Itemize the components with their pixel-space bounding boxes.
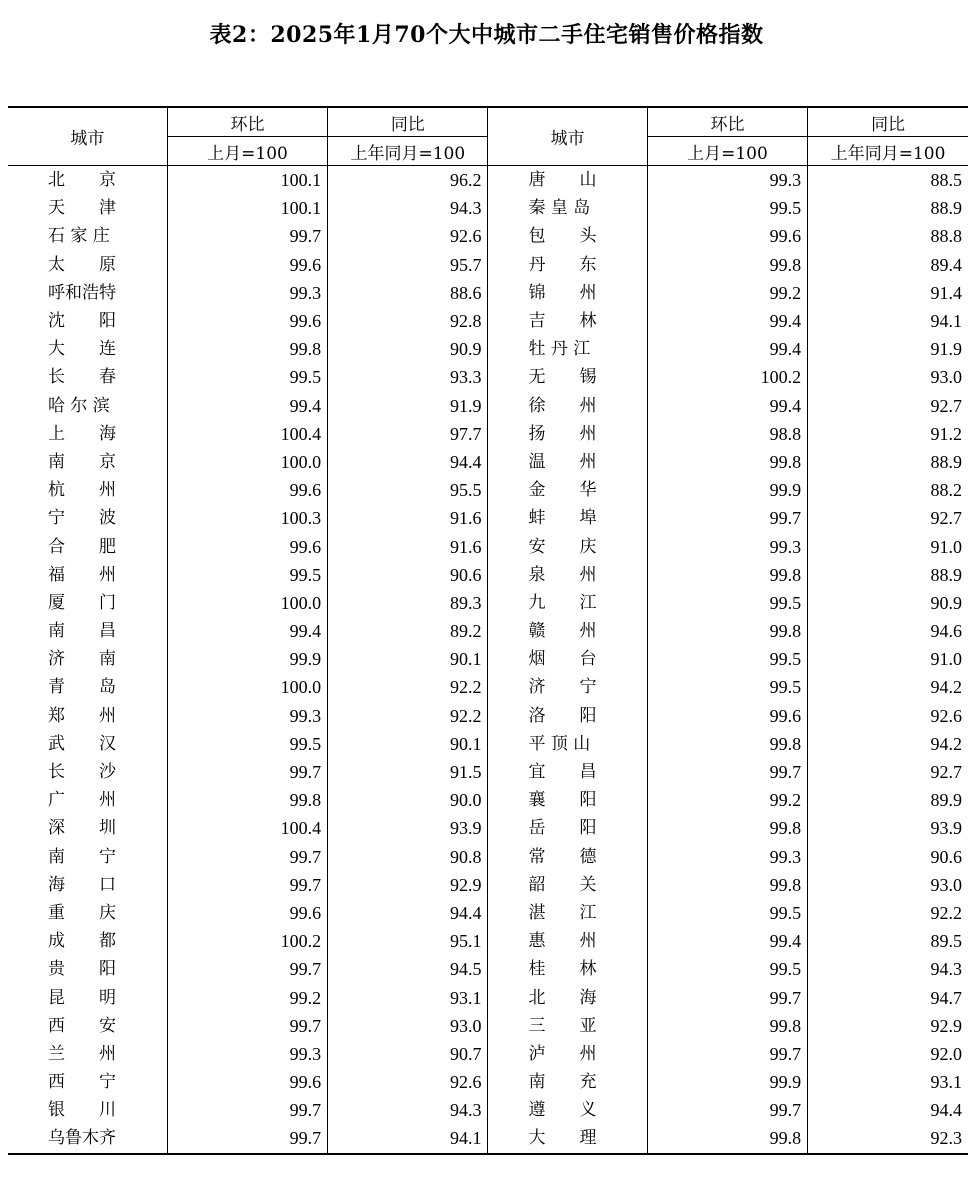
city-cell-right: 桂 林 <box>488 955 647 983</box>
yoy-cell-left: 88.6 <box>328 279 488 307</box>
mom-cell-left: 99.7 <box>167 843 327 871</box>
yoy-cell-left: 93.3 <box>328 363 488 391</box>
mom-cell-left: 99.2 <box>167 983 327 1011</box>
city-cell-right: 烟 台 <box>488 645 647 673</box>
city-cell-left: 西 安 <box>48 1015 116 1036</box>
city-cell-left: 南 京 <box>48 451 116 472</box>
yoy-cell-left: 93.0 <box>328 1012 488 1040</box>
mom-cell-left: 99.7 <box>167 222 327 250</box>
table-row <box>8 871 968 899</box>
mom-cell-left: 100.0 <box>167 673 327 701</box>
city-cell-right: 丹 东 <box>488 251 647 279</box>
mom-cell-right: 99.5 <box>647 955 807 983</box>
table-row <box>8 814 968 842</box>
table-body <box>8 166 968 1154</box>
yoy-cell-left: 95.1 <box>328 927 488 955</box>
mom-cell-right: 99.8 <box>647 617 807 645</box>
city-cell-left: 乌鲁木齐 <box>8 1124 167 1153</box>
yoy-cell-left: 89.2 <box>328 617 488 645</box>
col-header-mom-right: 环比 <box>647 107 807 137</box>
city-cell-left: 合 肥 <box>48 536 116 557</box>
table-row <box>8 927 968 955</box>
col-subheader-yoy-left: 上年同月=100 <box>328 137 488 166</box>
mom-cell-right: 99.4 <box>647 307 807 335</box>
yoy-cell-right: 94.6 <box>808 617 968 645</box>
yoy-cell-right: 88.9 <box>808 194 968 222</box>
yoy-cell-right: 94.2 <box>808 673 968 701</box>
yoy-cell-left: 90.1 <box>328 645 488 673</box>
city-cell-left: 贵 阳 <box>48 959 116 980</box>
table-row <box>8 363 968 391</box>
yoy-cell-right: 92.7 <box>808 392 968 420</box>
city-cell-left: 南 昌 <box>48 621 116 642</box>
col-subheader-mom-right: 上月=100 <box>647 137 807 166</box>
yoy-cell-left: 93.1 <box>328 983 488 1011</box>
yoy-cell-left: 91.9 <box>328 392 488 420</box>
yoy-cell-left: 92.9 <box>328 871 488 899</box>
yoy-cell-right: 88.9 <box>808 561 968 589</box>
table-header <box>8 107 968 166</box>
mom-cell-left: 100.1 <box>167 194 327 222</box>
mom-cell-right: 99.8 <box>647 1124 807 1153</box>
yoy-cell-right: 94.7 <box>808 983 968 1011</box>
yoy-cell-left: 92.2 <box>328 673 488 701</box>
yoy-cell-right: 92.6 <box>808 702 968 730</box>
city-cell-left: 石 家 庄 <box>48 226 110 247</box>
city-cell-right: 泸 州 <box>488 1040 647 1068</box>
yoy-cell-left: 90.0 <box>328 786 488 814</box>
yoy-cell-right: 93.1 <box>808 1068 968 1096</box>
table-row <box>8 222 968 250</box>
mom-cell-right: 99.7 <box>647 758 807 786</box>
yoy-cell-left: 95.5 <box>328 476 488 504</box>
yoy-cell-right: 93.0 <box>808 871 968 899</box>
mom-cell-right: 99.4 <box>647 927 807 955</box>
city-cell-left: 成 都 <box>48 931 116 952</box>
mom-cell-left: 99.6 <box>167 532 327 560</box>
city-cell-left: 太 原 <box>48 254 116 275</box>
yoy-cell-right: 94.1 <box>808 307 968 335</box>
city-cell-right: 牡 丹 江 <box>488 335 647 363</box>
mom-cell-right: 99.5 <box>647 589 807 617</box>
city-cell-left: 深 圳 <box>48 818 116 839</box>
table-row <box>8 279 968 307</box>
city-cell-right: 三 亚 <box>488 1012 647 1040</box>
mom-cell-left: 100.0 <box>167 448 327 476</box>
mom-cell-right: 99.8 <box>647 448 807 476</box>
mom-cell-right: 99.2 <box>647 279 807 307</box>
city-cell-right: 韶 关 <box>488 871 647 899</box>
yoy-cell-right: 89.5 <box>808 927 968 955</box>
yoy-cell-right: 91.0 <box>808 645 968 673</box>
city-cell-right: 洛 阳 <box>488 702 647 730</box>
yoy-cell-right: 92.9 <box>808 1012 968 1040</box>
table-row <box>8 786 968 814</box>
mom-cell-left: 99.6 <box>167 1068 327 1096</box>
yoy-cell-left: 94.3 <box>328 194 488 222</box>
table-row <box>8 899 968 927</box>
mom-cell-left: 99.5 <box>167 561 327 589</box>
city-cell-right: 唐 山 <box>488 166 647 195</box>
mom-cell-left: 99.7 <box>167 758 327 786</box>
mom-cell-right: 99.3 <box>647 843 807 871</box>
city-cell-left: 济 南 <box>48 649 116 670</box>
col-subheader-yoy-right: 上年同月=100 <box>808 137 968 166</box>
city-cell-right: 无 锡 <box>488 363 647 391</box>
city-cell-left: 沈 阳 <box>48 311 116 332</box>
mom-cell-right: 99.8 <box>647 1012 807 1040</box>
city-cell-left: 长 春 <box>48 367 116 388</box>
city-cell-left: 长 沙 <box>48 762 116 783</box>
table-row <box>8 1068 968 1096</box>
table-row <box>8 166 968 195</box>
yoy-cell-left: 97.7 <box>328 420 488 448</box>
yoy-cell-right: 88.5 <box>808 166 968 195</box>
table-row <box>8 194 968 222</box>
col-header-city-left: 城市 <box>8 107 167 166</box>
city-cell-right: 湛 江 <box>488 899 647 927</box>
mom-cell-right: 99.8 <box>647 251 807 279</box>
city-cell-right: 济 宁 <box>488 673 647 701</box>
price-index-table <box>8 106 968 1155</box>
mom-cell-left: 100.2 <box>167 927 327 955</box>
table-row <box>8 420 968 448</box>
table-row <box>8 983 968 1011</box>
mom-cell-left: 100.3 <box>167 504 327 532</box>
mom-cell-left: 99.6 <box>167 251 327 279</box>
mom-cell-left: 99.6 <box>167 307 327 335</box>
mom-cell-right: 99.9 <box>647 476 807 504</box>
city-cell-right: 九 江 <box>488 589 647 617</box>
yoy-cell-right: 93.9 <box>808 814 968 842</box>
city-cell-right: 包 头 <box>488 222 647 250</box>
mom-cell-left: 99.4 <box>167 617 327 645</box>
mom-cell-right: 99.6 <box>647 222 807 250</box>
mom-cell-left: 99.6 <box>167 899 327 927</box>
mom-cell-left: 99.7 <box>167 1096 327 1124</box>
yoy-cell-right: 94.4 <box>808 1096 968 1124</box>
mom-cell-left: 99.7 <box>167 1124 327 1153</box>
table-row <box>8 1012 968 1040</box>
city-cell-right: 大 理 <box>488 1124 647 1153</box>
yoy-cell-left: 93.9 <box>328 814 488 842</box>
city-cell-right: 岳 阳 <box>488 814 647 842</box>
mom-cell-left: 99.5 <box>167 363 327 391</box>
yoy-cell-left: 90.7 <box>328 1040 488 1068</box>
mom-cell-right: 99.4 <box>647 392 807 420</box>
yoy-cell-left: 92.6 <box>328 1068 488 1096</box>
mom-cell-right: 100.2 <box>647 363 807 391</box>
table-row <box>8 758 968 786</box>
mom-cell-left: 99.6 <box>167 476 327 504</box>
table-row <box>8 645 968 673</box>
mom-cell-right: 99.8 <box>647 814 807 842</box>
yoy-cell-left: 90.8 <box>328 843 488 871</box>
mom-cell-left: 99.7 <box>167 955 327 983</box>
city-cell-right: 吉 林 <box>488 307 647 335</box>
mom-cell-right: 99.7 <box>647 983 807 1011</box>
yoy-cell-right: 90.6 <box>808 843 968 871</box>
mom-cell-right: 99.8 <box>647 561 807 589</box>
city-cell-left: 上 海 <box>48 423 116 444</box>
col-header-city-right: 城市 <box>488 107 647 166</box>
col-header-yoy-right: 同比 <box>808 107 968 137</box>
city-cell-right: 泉 州 <box>488 561 647 589</box>
city-cell-left: 天 津 <box>48 198 116 219</box>
yoy-cell-right: 92.0 <box>808 1040 968 1068</box>
yoy-cell-left: 92.8 <box>328 307 488 335</box>
yoy-cell-right: 88.9 <box>808 448 968 476</box>
city-cell-right: 惠 州 <box>488 927 647 955</box>
table-row <box>8 392 968 420</box>
city-cell-left: 海 口 <box>48 874 116 895</box>
mom-cell-left: 99.8 <box>167 786 327 814</box>
mom-cell-left: 100.4 <box>167 420 327 448</box>
yoy-cell-right: 90.9 <box>808 589 968 617</box>
city-cell-right: 北 海 <box>488 983 647 1011</box>
city-cell-left: 大 连 <box>48 339 116 360</box>
city-cell-right: 温 州 <box>488 448 647 476</box>
yoy-cell-right: 92.7 <box>808 504 968 532</box>
mom-cell-right: 99.6 <box>647 702 807 730</box>
mom-cell-right: 98.8 <box>647 420 807 448</box>
table-row <box>8 335 968 363</box>
yoy-cell-left: 94.3 <box>328 1096 488 1124</box>
yoy-cell-left: 89.3 <box>328 589 488 617</box>
city-cell-left: 郑 州 <box>48 705 116 726</box>
yoy-cell-left: 91.5 <box>328 758 488 786</box>
mom-cell-right: 99.5 <box>647 899 807 927</box>
mom-cell-right: 99.8 <box>647 871 807 899</box>
city-cell-right: 遵 义 <box>488 1096 647 1124</box>
table-row <box>8 702 968 730</box>
city-cell-left: 呼和浩特 <box>48 282 116 303</box>
city-cell-left: 武 汉 <box>48 733 116 754</box>
yoy-cell-left: 94.5 <box>328 955 488 983</box>
mom-cell-right: 99.7 <box>647 1040 807 1068</box>
yoy-cell-right: 93.0 <box>808 363 968 391</box>
mom-cell-right: 99.5 <box>647 645 807 673</box>
yoy-cell-right: 91.2 <box>808 420 968 448</box>
table-row <box>8 1124 968 1153</box>
mom-cell-left: 99.4 <box>167 392 327 420</box>
city-cell-left: 昆 明 <box>48 987 116 1008</box>
city-cell-right: 锦 州 <box>488 279 647 307</box>
yoy-cell-left: 94.1 <box>328 1124 488 1153</box>
city-cell-right: 常 德 <box>488 843 647 871</box>
col-header-mom-left: 环比 <box>167 107 327 137</box>
city-cell-left: 福 州 <box>48 564 116 585</box>
mom-cell-right: 99.7 <box>647 1096 807 1124</box>
city-cell-left: 重 庆 <box>48 902 116 923</box>
mom-cell-right: 99.4 <box>647 335 807 363</box>
table-row <box>8 617 968 645</box>
city-cell-right: 宜 昌 <box>488 758 647 786</box>
col-subheader-mom-left: 上月=100 <box>167 137 327 166</box>
city-cell-left: 厦 门 <box>48 592 116 613</box>
yoy-cell-left: 91.6 <box>328 532 488 560</box>
yoy-cell-left: 92.2 <box>328 702 488 730</box>
mom-cell-left: 99.9 <box>167 645 327 673</box>
city-cell-left: 宁 波 <box>48 508 116 529</box>
yoy-cell-left: 90.6 <box>328 561 488 589</box>
table-row <box>8 589 968 617</box>
col-header-yoy-left: 同比 <box>328 107 488 137</box>
city-cell-left: 广 州 <box>48 790 116 811</box>
yoy-cell-right: 91.4 <box>808 279 968 307</box>
mom-cell-left: 99.7 <box>167 1012 327 1040</box>
yoy-cell-right: 88.2 <box>808 476 968 504</box>
mom-cell-right: 99.3 <box>647 532 807 560</box>
mom-cell-right: 99.7 <box>647 504 807 532</box>
city-cell-right: 秦 皇 岛 <box>488 194 647 222</box>
table-row <box>8 476 968 504</box>
table-row <box>8 532 968 560</box>
mom-cell-left: 100.0 <box>167 589 327 617</box>
yoy-cell-left: 91.6 <box>328 504 488 532</box>
city-cell-left: 兰 州 <box>48 1043 116 1064</box>
city-cell-left: 北 京 <box>48 170 116 191</box>
yoy-cell-right: 91.0 <box>808 532 968 560</box>
city-cell-right: 襄 阳 <box>488 786 647 814</box>
mom-cell-right: 99.5 <box>647 673 807 701</box>
table-row <box>8 561 968 589</box>
mom-cell-left: 100.4 <box>167 814 327 842</box>
mom-cell-left: 99.8 <box>167 335 327 363</box>
yoy-cell-left: 94.4 <box>328 899 488 927</box>
yoy-cell-right: 92.2 <box>808 899 968 927</box>
yoy-cell-left: 96.2 <box>328 166 488 195</box>
mom-cell-right: 99.9 <box>647 1068 807 1096</box>
city-cell-left: 青 岛 <box>48 677 116 698</box>
table-row <box>8 1040 968 1068</box>
yoy-cell-right: 89.9 <box>808 786 968 814</box>
table-row <box>8 251 968 279</box>
table-row <box>8 673 968 701</box>
mom-cell-left: 99.3 <box>167 702 327 730</box>
mom-cell-left: 99.3 <box>167 279 327 307</box>
yoy-cell-right: 92.7 <box>808 758 968 786</box>
yoy-cell-right: 94.3 <box>808 955 968 983</box>
city-cell-right: 扬 州 <box>488 420 647 448</box>
mom-cell-left: 99.5 <box>167 730 327 758</box>
city-cell-left: 西 宁 <box>48 1072 116 1093</box>
table-row <box>8 730 968 758</box>
yoy-cell-left: 95.7 <box>328 251 488 279</box>
table-row <box>8 1096 968 1124</box>
yoy-cell-right: 94.2 <box>808 730 968 758</box>
mom-cell-left: 99.3 <box>167 1040 327 1068</box>
mom-cell-right: 99.8 <box>647 730 807 758</box>
mom-cell-right: 99.5 <box>647 194 807 222</box>
city-cell-left: 银 川 <box>48 1100 116 1121</box>
yoy-cell-left: 92.6 <box>328 222 488 250</box>
city-cell-left: 南 宁 <box>48 846 116 867</box>
city-cell-right: 金 华 <box>488 476 647 504</box>
city-cell-right: 蚌 埠 <box>488 504 647 532</box>
city-cell-left: 杭 州 <box>48 480 116 501</box>
yoy-cell-right: 92.3 <box>808 1124 968 1153</box>
table-row <box>8 955 968 983</box>
city-cell-right: 赣 州 <box>488 617 647 645</box>
yoy-cell-left: 90.1 <box>328 730 488 758</box>
yoy-cell-right: 91.9 <box>808 335 968 363</box>
city-cell-right: 南 充 <box>488 1068 647 1096</box>
table-row <box>8 307 968 335</box>
table-row <box>8 504 968 532</box>
yoy-cell-right: 88.8 <box>808 222 968 250</box>
mom-cell-right: 99.2 <box>647 786 807 814</box>
table-row <box>8 843 968 871</box>
mom-cell-right: 99.3 <box>647 166 807 195</box>
city-cell-right: 安 庆 <box>488 532 647 560</box>
yoy-cell-left: 90.9 <box>328 335 488 363</box>
mom-cell-left: 100.1 <box>167 166 327 195</box>
table-row <box>8 448 968 476</box>
yoy-cell-left: 94.4 <box>328 448 488 476</box>
yoy-cell-right: 89.4 <box>808 251 968 279</box>
city-cell-left: 哈 尔 滨 <box>48 395 110 416</box>
table-title: 表2：2025年1月70个大中城市二手住宅销售价格指数 <box>209 22 764 48</box>
mom-cell-left: 99.7 <box>167 871 327 899</box>
city-cell-right: 平 顶 山 <box>488 730 647 758</box>
city-cell-right: 徐 州 <box>488 392 647 420</box>
